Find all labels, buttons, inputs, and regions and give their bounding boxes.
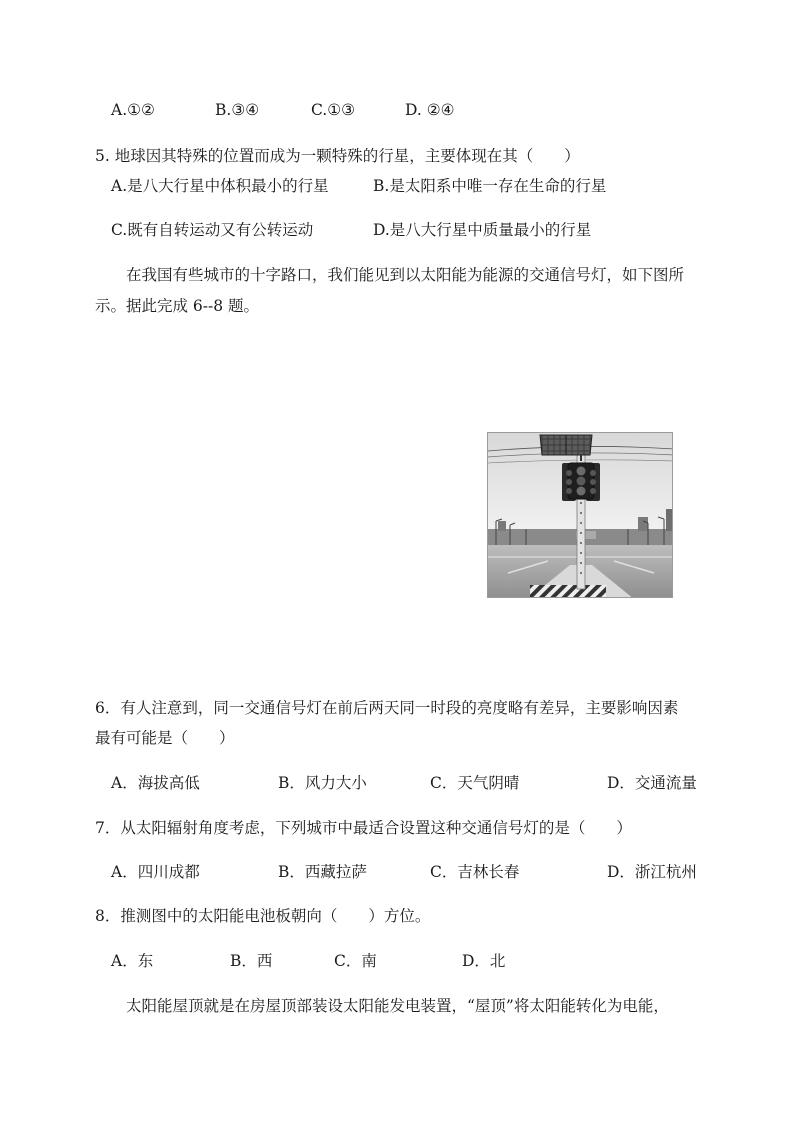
q4-option-d: D. ②④ [405, 101, 455, 119]
q7-option-a: A．四川成都 [111, 863, 200, 881]
passage-2-line-1: 太阳能屋顶就是在房屋顶部装设太阳能发电装置，“屋顶”将太阳能转化为电能， [126, 997, 669, 1015]
q8-stem: 8．推测图中的太阳能电池板朝向（ ）方位。 [95, 907, 431, 925]
q6-option-d: D．交通流量 [607, 774, 697, 792]
q8-option-a: A．东 [111, 952, 154, 970]
q6-option-a: A．海拔高低 [111, 774, 200, 792]
q7-option-c: C．吉林长春 [430, 863, 520, 881]
q5-option-c: C.既有自转运动又有公转运动 [111, 221, 314, 239]
q7-option-d: D．浙江杭州 [607, 863, 697, 881]
q6-option-b: B．风力大小 [278, 774, 367, 792]
q6-stem-line-2: 最有可能是（ ） [95, 729, 235, 747]
q5-option-b: B.是太阳系中唯一存在生命的行星 [373, 177, 607, 195]
q5-option-a: A.是八大行星中体积最小的行星 [111, 177, 329, 195]
q8-option-d: D．北 [462, 952, 506, 970]
passage-1-line-1: 在我国有些城市的十字路口，我们能见到以太阳能为能源的交通信号灯，如下图所 [126, 266, 685, 284]
q8-option-c: C．南 [334, 952, 377, 970]
solar-traffic-light-photo [487, 432, 673, 598]
q4-option-a: A.①② [111, 101, 155, 119]
q4-option-c: C.①③ [311, 101, 356, 119]
q4-option-b: B.③④ [215, 101, 260, 119]
q5-option-d: D.是八大行星中质量最小的行星 [373, 221, 592, 239]
q6-stem-line-1: 6．有人注意到，同一交通信号灯在前后两天同一时段的亮度略有差异，主要影响因素 [95, 699, 679, 717]
q7-stem: 7．从太阳辐射角度考虑，下列城市中最适合设置这种交通信号灯的是（ ） [95, 819, 632, 837]
q6-option-c: C．天气阴晴 [430, 774, 520, 792]
q5-stem: 5. 地球因其特殊的位置而成为一颗特殊的行星，主要体现在其（ ） [95, 147, 580, 165]
q8-option-b: B．西 [230, 952, 273, 970]
passage-1-line-2: 示。据此完成 6--8 题。 [95, 297, 260, 315]
q7-option-b: B．西藏拉萨 [278, 863, 367, 881]
